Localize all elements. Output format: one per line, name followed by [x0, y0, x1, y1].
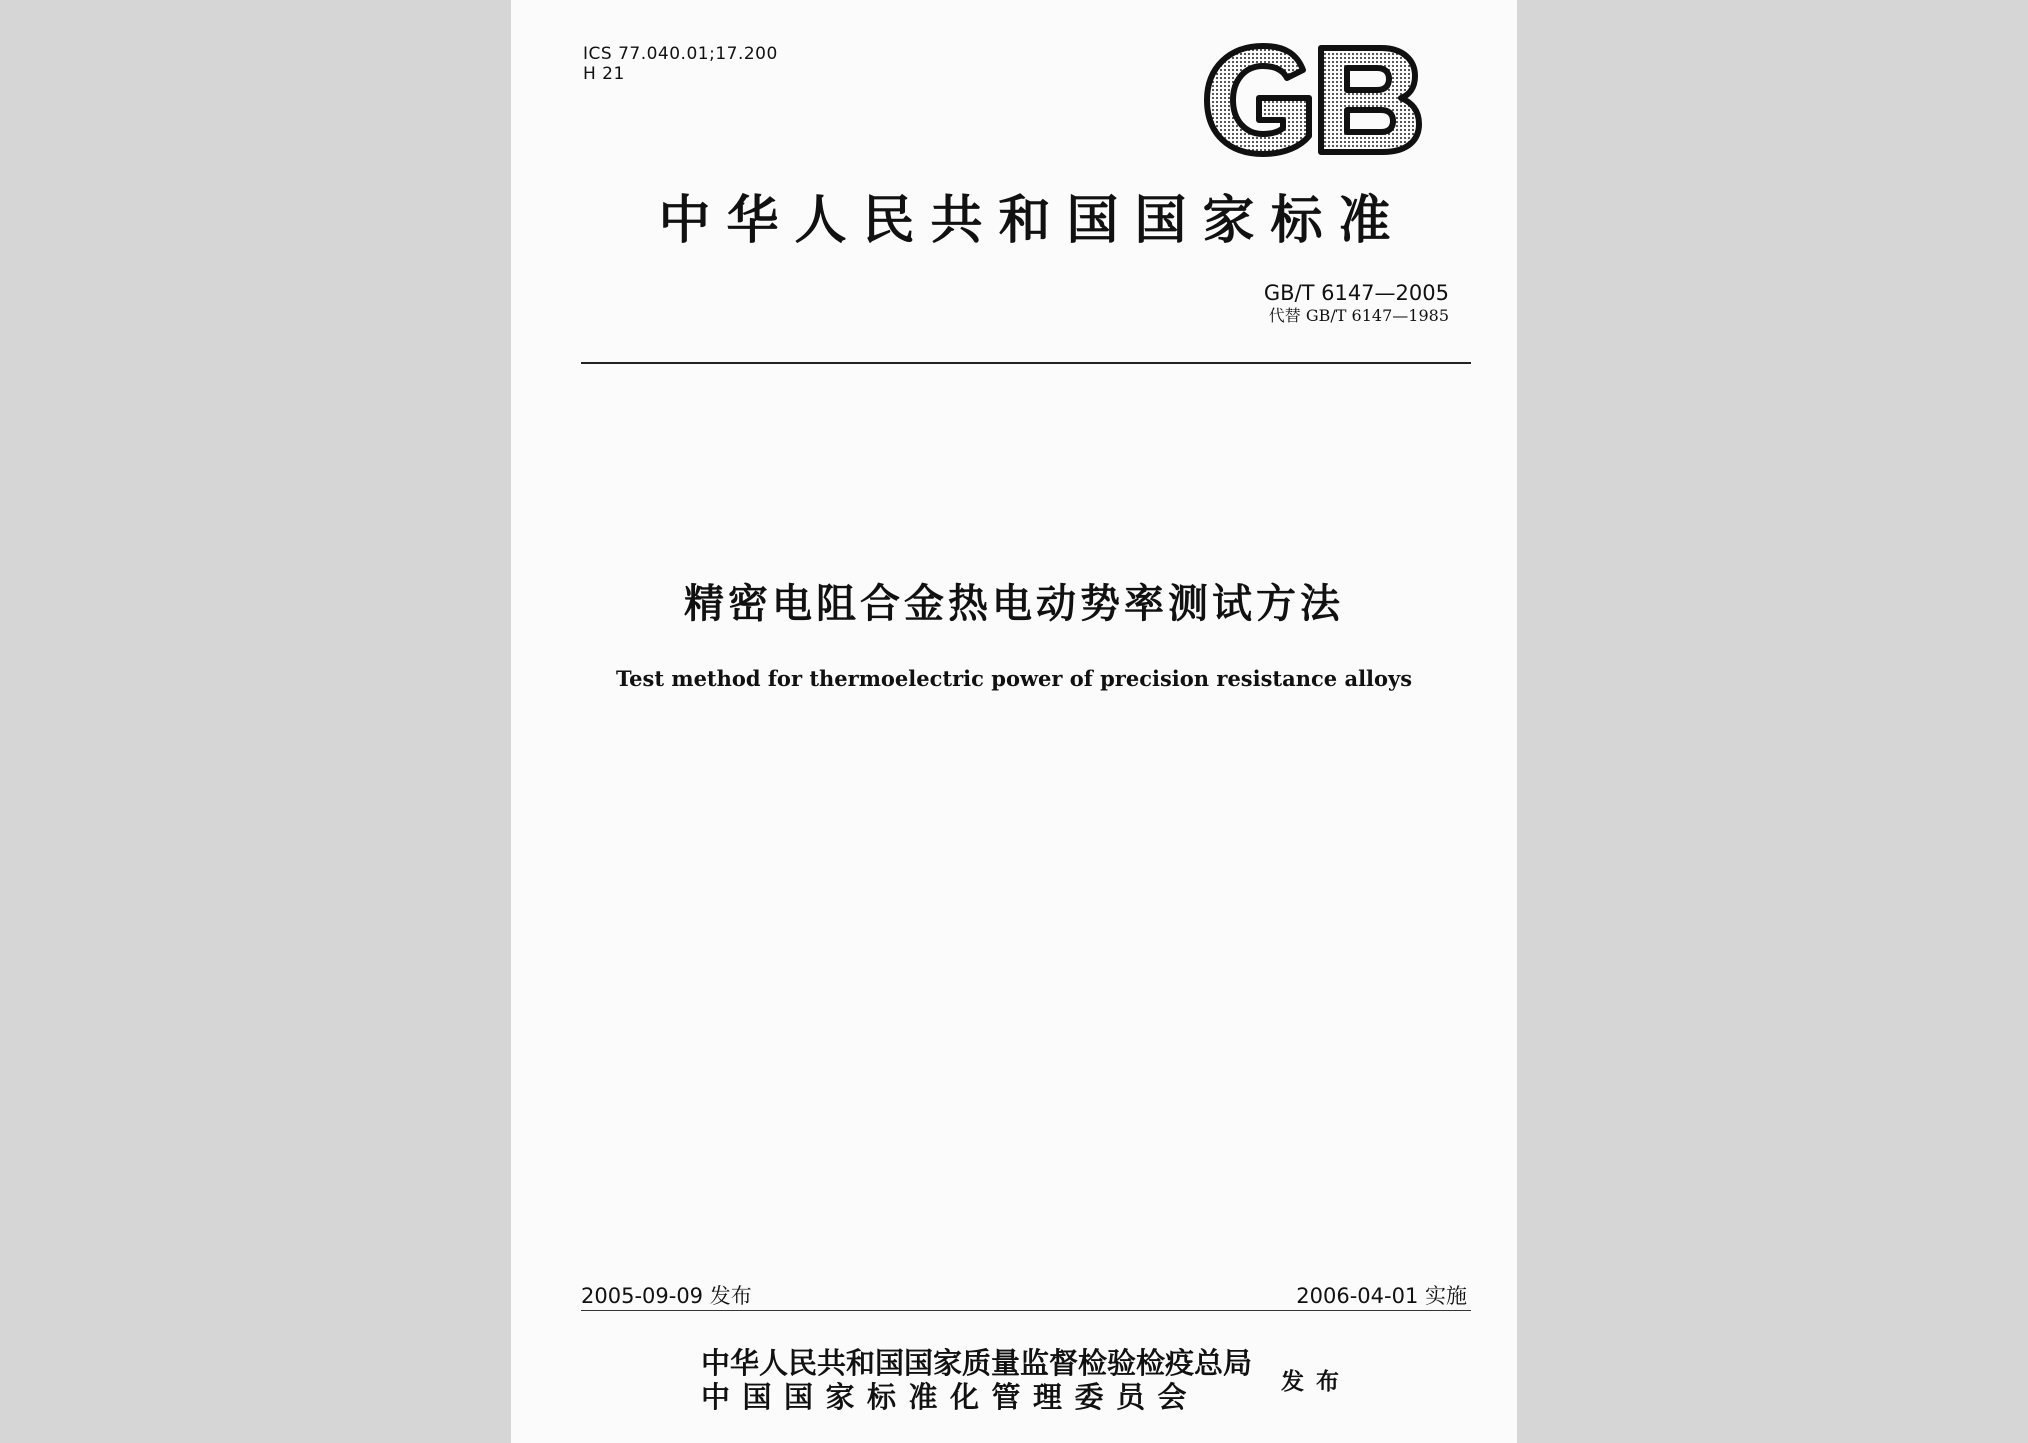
replaces-standard: 代替 GB/T 6147—1985 — [1268, 306, 1449, 325]
header-rule — [581, 362, 1471, 364]
standard-number: GB/T 6147—2005 — [1263, 281, 1449, 305]
issuer-aqsiq: 中华人民共和国国家质量监督检验检疫总局 — [701, 1346, 1253, 1380]
document-title-en: Test method for thermoelectric power of precision resistance alloys — [615, 666, 1413, 691]
implementation-date: 2006-04-01 实施 — [1296, 1284, 1467, 1308]
issuer-sac: 中国国家标准化管理委员会 — [701, 1380, 1200, 1414]
issue-date: 2005-09-09 发布 — [581, 1284, 752, 1308]
issuing-authorities — [701, 1346, 1252, 1414]
footer-rule — [581, 1310, 1471, 1311]
document-title-cn: 精密电阻合金热电动势率测试方法 — [684, 581, 1344, 627]
classification-codes — [583, 44, 778, 84]
gb-logo — [1199, 40, 1425, 160]
standard-number-block — [1264, 280, 1449, 326]
national-standard-title: 中华人民共和国国家标准 — [658, 190, 1407, 251]
document-page — [511, 0, 1517, 1443]
ccs-code: H 21 — [583, 64, 625, 84]
publish-label: 发布 — [1281, 1368, 1351, 1395]
ics-code: ICS 77.040.01;17.200 — [583, 44, 778, 64]
